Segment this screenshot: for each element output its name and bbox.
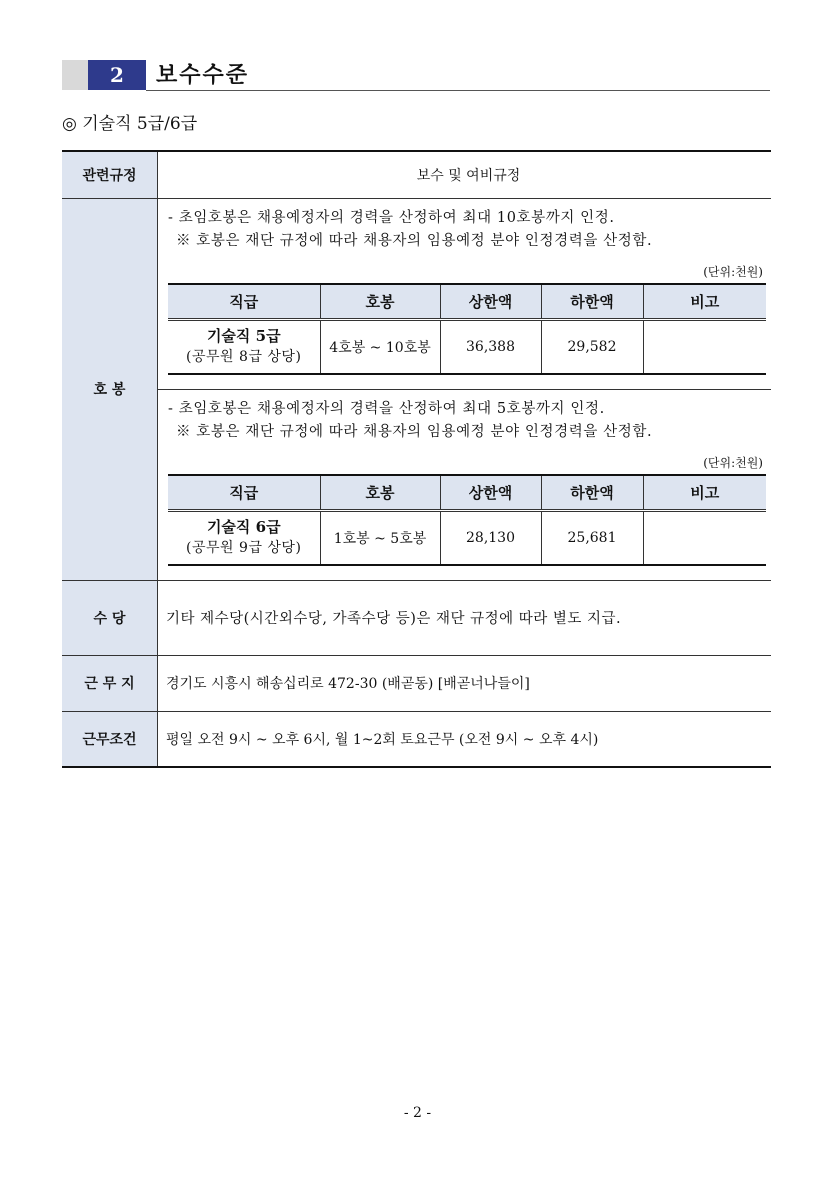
allowance-value: 기타 제수당(시간외수당, 가족수당 등)은 재단 규정에 따라 별도 지급. — [158, 580, 772, 655]
unit-label: (단위:천원) — [703, 455, 763, 470]
pay-table-header — [168, 284, 766, 320]
pay-table-row — [168, 510, 766, 565]
page-number: - 2 - — [403, 1105, 432, 1121]
hobong-rule-text: - 초임호봉은 채용예정자의 경력을 산정하여 최대 10호봉까지 인정. — [168, 209, 615, 226]
lower-cell: 25,681 — [541, 510, 643, 565]
heading-shade-block — [62, 60, 88, 90]
remark-cell — [643, 510, 766, 565]
header-grade: 직급 — [168, 475, 320, 511]
grade-equivalent: (공무원 9급 상당) — [186, 539, 302, 556]
regulation-label: 관련규정 — [62, 151, 158, 198]
header-remark: 비고 — [643, 284, 766, 320]
header-grade: 직급 — [168, 284, 320, 320]
pay-table-grade6 — [168, 474, 766, 566]
header-upper: 상한액 — [440, 284, 541, 320]
header-steps: 호봉 — [320, 475, 440, 511]
header-lower: 하한액 — [541, 284, 643, 320]
pay-table-grade5 — [168, 283, 766, 375]
allowance-label: 수 당 — [62, 580, 158, 655]
lower-cell: 29,582 — [541, 319, 643, 374]
hobong-row — [62, 198, 771, 580]
grade-name: 기술직 5급 — [206, 326, 281, 345]
workplace-value: 경기도 시흥시 해송십리로 472-30 (배곧동) [배곧너나들이] — [158, 655, 772, 711]
section-title: 보수수준 — [156, 62, 250, 88]
steps-cell: 1호봉 ~ 5호봉 — [320, 510, 440, 565]
upper-cell: 28,130 — [440, 510, 541, 565]
conditions-row — [62, 711, 771, 767]
heading-rule — [146, 90, 770, 91]
header-remark: 비고 — [643, 475, 766, 511]
unit-label: (단위:천원) — [703, 264, 763, 279]
section-heading — [62, 58, 770, 94]
regulation-value: 보수 및 여비규정 — [158, 151, 772, 198]
workplace-label: 근 무 지 — [62, 655, 158, 711]
hobong-label: 호 봉 — [62, 198, 158, 580]
regulation-row — [62, 151, 771, 198]
hobong-note-text: ※ 호봉은 재단 규정에 따라 채용자의 임용예정 분야 인정경력을 산정함. — [176, 423, 653, 440]
workplace-row — [62, 655, 771, 711]
hobong-block-grade6 — [166, 390, 771, 580]
grade-cell — [168, 510, 320, 565]
header-steps: 호봉 — [320, 284, 440, 320]
conditions-value: 평일 오전 9시 ~ 오후 6시, 월 1~2회 토요근무 (오전 9시 ~ 오후 4시) — [158, 711, 772, 767]
pay-table-row — [168, 319, 766, 374]
conditions-label: 근무조건 — [62, 711, 158, 767]
hobong-rule-text: - 초임호봉은 채용예정자의 경력을 산정하여 최대 5호봉까지 인정. — [168, 400, 605, 417]
header-lower: 하한액 — [541, 475, 643, 511]
section-number: 2 — [88, 60, 146, 90]
pay-table-header — [168, 475, 766, 511]
steps-cell: 4호봉 ~ 10호봉 — [320, 319, 440, 374]
header-upper: 상한액 — [440, 475, 541, 511]
remark-cell — [643, 319, 766, 374]
grade-equivalent: (공무원 8급 상당) — [186, 348, 302, 365]
hobong-note-text: ※ 호봉은 재단 규정에 따라 채용자의 임용예정 분야 인정경력을 산정함. — [176, 232, 653, 249]
upper-cell: 36,388 — [440, 319, 541, 374]
allowance-row — [62, 580, 771, 655]
subheading: ◎ 기술직 5급/6급 — [62, 114, 198, 134]
hobong-block-grade5 — [166, 199, 771, 389]
hobong-content — [158, 198, 772, 580]
salary-table — [62, 150, 771, 768]
grade-cell — [168, 319, 320, 374]
grade-name: 기술직 6급 — [206, 517, 281, 536]
